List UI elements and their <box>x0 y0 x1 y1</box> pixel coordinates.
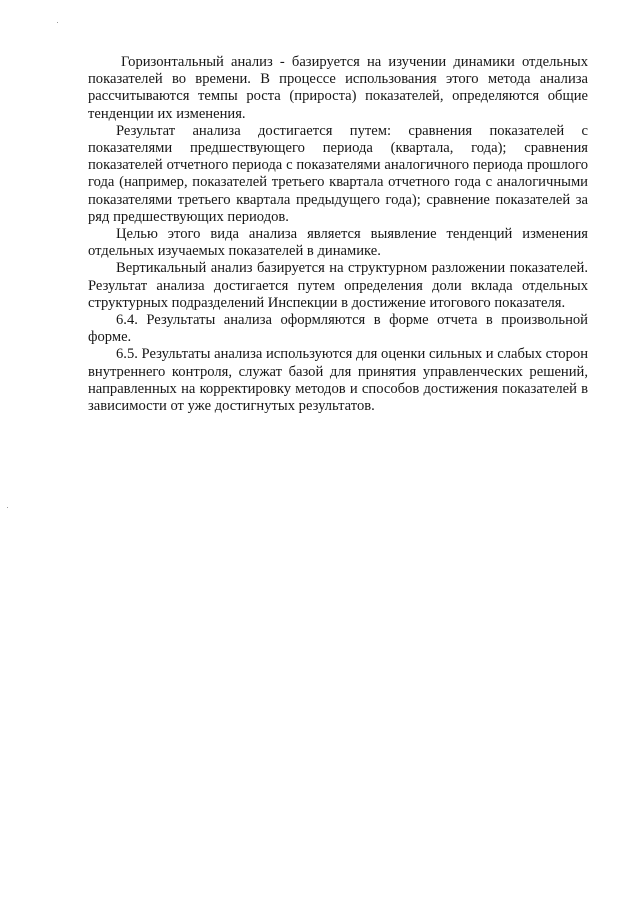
paragraph-section-6-4: 6.4. Результаты анализа оформляются в форме отчета в произвольной форме. <box>88 312 588 346</box>
paragraph-analysis-result: Результат анализа достигается путем: сравнения показателей с показателями предшествующего периода (квартала, года); сравнения показателей отчетного периода с показателями аналогичного периода прошлого года (например, показателей третьего квартала отчетного года с аналогичными показателями третьего квартала предыдущего года); сравнение показателей за ряд предшествующих периодов. <box>88 122 588 225</box>
paragraph-horizontal-analysis: Горизонтальный анализ - базируется на изучении динамики отдельных показателей во времени. В процессе использования этого метода анализа рассчитываются темпы роста (прироста) показателей, определяются общие тенденции их изменения. <box>88 54 588 122</box>
scan-speck <box>57 22 58 23</box>
paragraph-vertical-analysis: Вертикальный анализ базируется на структурном разложении показателей. Результат анализа достигается путем определения доли вклада отдельных структурных подразделений Инспекции в достижение итогового показателя. <box>88 260 588 311</box>
scan-speck <box>7 507 8 508</box>
document-body <box>88 54 588 415</box>
paragraph-section-6-5: 6.5. Результаты анализа используются для оценки сильных и слабых сторон внутреннего контроля, служат базой для принятия управленческих решений, направленных на корректировку методов и способов достижения показателей в зависимости от уже достигнутых результатов. <box>88 346 589 415</box>
paragraph-analysis-goal: Целью этого вида анализа является выявление тенденций изменения отдельных изучаемых показателей в динамике. <box>88 226 588 260</box>
